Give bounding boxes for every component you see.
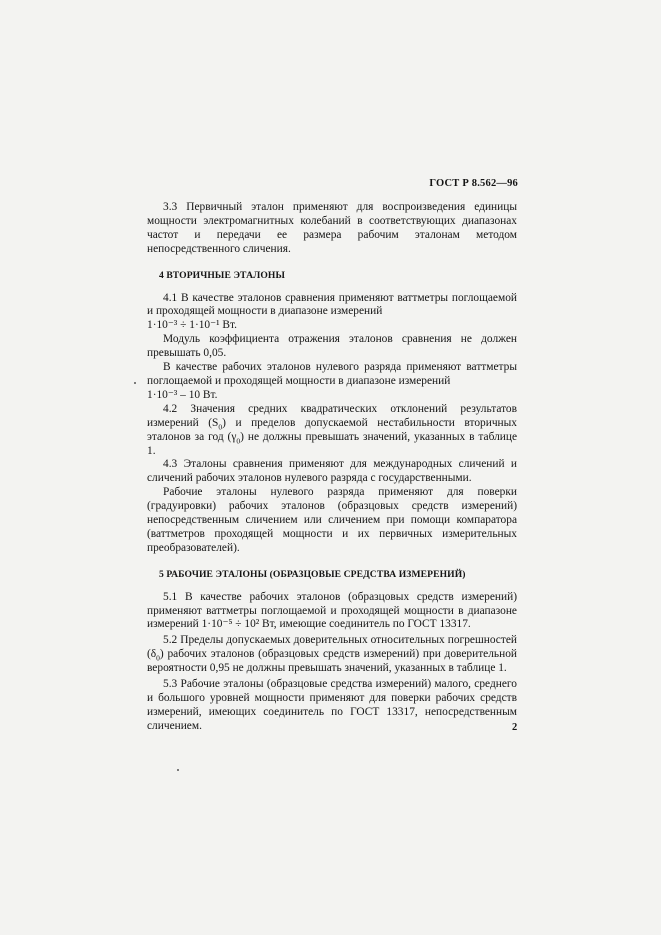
- p4-2-part-b: ) и пределов допускаемой нестабильности вторичных эталонов за год (γ: [147, 416, 517, 443]
- p5-2-part-b: ) рабочих эталонов (образцовых средств измерений) при доверительной вероятности 0,95 не должны превышать значений, указанных в таблице 1.: [147, 648, 517, 675]
- range-4-1: 1·10⁻³ ÷ 1·10⁻¹ Вт.: [147, 319, 237, 332]
- scan-speck: [177, 769, 179, 771]
- paragraph-4-1-text: 4.1 В качестве эталонов сравнения применяют ваттметры поглощаемой и проходящей мощности в диапазоне измерений: [147, 291, 517, 318]
- p4-2-part-a: 4.2 Значения средних квадратических отклонений результатов измерений (S: [147, 402, 517, 429]
- section-5-heading: 5 РАБОЧИЕ ЭТАЛОНЫ (ОБРАЗЦОВЫЕ СРЕДСТВА ИЗМЕРЕНИЙ): [159, 568, 466, 580]
- p5-2-part-a: 5.2 Пределы допускаемых доверительных относительных погрешностей (δ: [147, 634, 517, 661]
- range-4-1-working: 1·10⁻³ – 10 Вт.: [147, 388, 218, 401]
- scan-speck: [134, 382, 136, 384]
- paragraph-4-1: [147, 292, 517, 334]
- paragraph-5-3: 5.3 Рабочие эталоны (образцовые средства измерений) малого, среднего и большого уровней мощности применяют для поверки рабочих средств измерений, имеющих соединитель по ГОСТ 13317, непосредственным сличением.: [147, 678, 517, 732]
- p4-2-sub-1: 0: [218, 421, 223, 431]
- paragraph-5-2: [147, 634, 517, 676]
- paragraph-4-2: [147, 403, 517, 459]
- page-number: 2: [512, 722, 518, 733]
- paragraph-4-1-working: [147, 361, 517, 403]
- paragraph-4-1-reflection: Модуль коэффициента отражения эталонов сравнения не должен превышать 0,05.: [147, 333, 517, 360]
- document-code: ГОСТ Р 8.562—96: [429, 178, 518, 189]
- paragraph-4-3-working: Рабочие эталоны нулевого разряда применяют для поверки (градуировки) рабочих эталонов (образцовых средств измерений) непосредственным сличением или сличением при помощи компаратора (ваттметров проходящей мощности и их первичных измерительных преобразователей).: [147, 486, 517, 554]
- section-4-heading: 4 ВТОРИЧНЫЕ ЭТАЛОНЫ: [159, 269, 285, 281]
- document-body: [147, 201, 517, 734]
- paragraph-4-3: 4.3 Эталоны сравнения применяют для международных сличений и сличений рабочих эталонов нулевого разряда с государственными.: [147, 458, 517, 485]
- paragraph-3-3: 3.3 Первичный эталон применяют для воспроизведения единицы мощности электромагнитных колебаний в соответствующих диапазонах частот и передачи ее размера рабочим эталонам методом непосредственного сличения.: [147, 201, 517, 255]
- paragraph-5-1: 5.1 В качестве рабочих эталонов (образцовых средств измерений) применяют ваттметры поглощаемой и проходящей мощности в диапазоне измерений 1·10⁻⁵ ÷ 10² Вт, имеющие соединитель по ГОСТ 13317.: [147, 590, 517, 631]
- p4-2-sub-2: 0: [236, 435, 241, 445]
- paragraph-4-1-working-text: В качестве рабочих эталонов нулевого разряда применяют ваттметры поглощаемой и проходящей мощности в диапазоне измерений: [147, 361, 517, 387]
- p4-2-part-c: ) не должны превышать значений, указанных в таблице 1.: [147, 430, 518, 457]
- p5-2-sub: 0: [156, 653, 160, 663]
